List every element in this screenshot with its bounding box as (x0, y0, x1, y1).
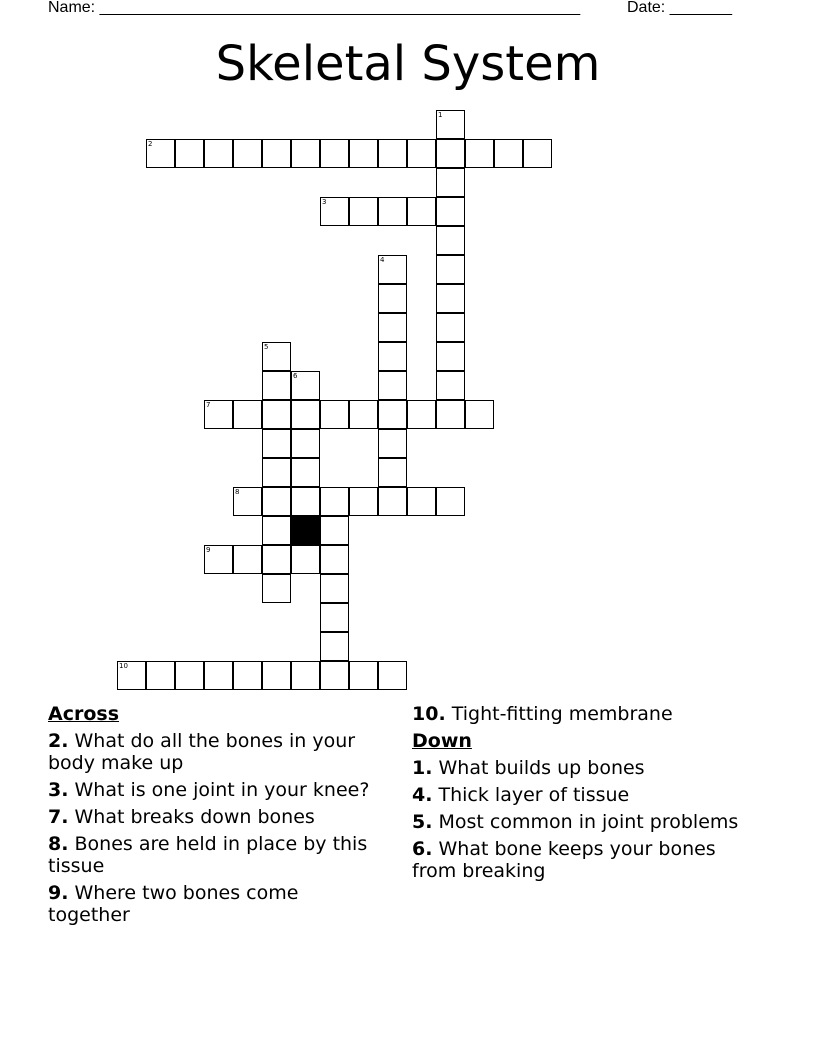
crossword-cell[interactable] (320, 487, 349, 516)
blocked-cell (291, 516, 320, 545)
crossword-cell[interactable] (262, 139, 291, 168)
crossword-cell[interactable] (291, 458, 320, 487)
crossword-cell[interactable] (117, 661, 146, 690)
crossword-cell[interactable] (233, 400, 262, 429)
clue-across-3: 3. What is one joint in your knee? (48, 779, 370, 801)
crossword-cell[interactable] (436, 255, 465, 284)
crossword-cell[interactable] (262, 516, 291, 545)
crossword-cell[interactable] (262, 545, 291, 574)
crossword-cell[interactable] (262, 487, 291, 516)
crossword-cell[interactable] (378, 255, 407, 284)
crossword-cell[interactable] (320, 516, 349, 545)
crossword-cell[interactable] (262, 342, 291, 371)
crossword-cell[interactable] (378, 197, 407, 226)
crossword-cell[interactable] (291, 545, 320, 574)
name-field-label: Name: ______________________________________________________ (48, 0, 581, 16)
clue-number: 5 (264, 343, 269, 351)
crossword-cell[interactable] (349, 487, 378, 516)
crossword-cell[interactable] (204, 400, 233, 429)
crossword-cell[interactable] (407, 400, 436, 429)
crossword-cell[interactable] (494, 139, 523, 168)
clue-number: 7 (206, 401, 211, 409)
crossword-cell[interactable] (291, 371, 320, 400)
crossword-cell[interactable] (378, 342, 407, 371)
crossword-cell[interactable] (320, 574, 349, 603)
crossword-cell[interactable] (291, 429, 320, 458)
crossword-cell[interactable] (378, 661, 407, 690)
crossword-cell[interactable] (204, 661, 233, 690)
crossword-cell[interactable] (175, 661, 204, 690)
clue-across-8: 8. Bones are held in place by this tissue (48, 833, 368, 877)
crossword-cell[interactable] (436, 226, 465, 255)
crossword-cell[interactable] (146, 139, 175, 168)
crossword-cell[interactable] (233, 487, 262, 516)
crossword-cell[interactable] (436, 139, 465, 168)
crossword-cell[interactable] (378, 284, 407, 313)
clue-down-5: 5. Most common in joint problems (412, 811, 739, 833)
clues-column-left (48, 703, 378, 931)
clue-number: 2 (148, 140, 153, 148)
crossword-cell[interactable] (204, 545, 233, 574)
crossword-cell[interactable] (378, 429, 407, 458)
crossword-cell[interactable] (349, 400, 378, 429)
clue-number: 4 (380, 256, 385, 264)
clue-across-9: 9. Where two bones come together (48, 882, 299, 926)
crossword-cell[interactable] (436, 371, 465, 400)
clue-number: 10 (119, 662, 128, 670)
crossword-cell[interactable] (378, 458, 407, 487)
crossword-cell[interactable] (320, 603, 349, 632)
crossword-cell[interactable] (436, 400, 465, 429)
crossword-cell[interactable] (291, 487, 320, 516)
date-field-label: Date: _______ (627, 0, 732, 16)
clue-number: 1 (438, 111, 443, 119)
crossword-cell[interactable] (436, 284, 465, 313)
crossword-cell[interactable] (349, 197, 378, 226)
clue-down-1: 1. What builds up bones (412, 757, 645, 779)
crossword-cell[interactable] (262, 371, 291, 400)
crossword-cell[interactable] (436, 110, 465, 139)
crossword-cell[interactable] (262, 574, 291, 603)
crossword-cell[interactable] (320, 400, 349, 429)
crossword-cell[interactable] (407, 197, 436, 226)
crossword-cell[interactable] (436, 197, 465, 226)
crossword-cell[interactable] (465, 139, 494, 168)
clue-down-4: 4. Thick layer of tissue (412, 784, 630, 806)
crossword-cell[interactable] (233, 139, 262, 168)
crossword-cell[interactable] (233, 661, 262, 690)
crossword-cell[interactable] (407, 487, 436, 516)
clue-across-10: 10. Tight-fitting membrane (412, 703, 673, 725)
crossword-cell[interactable] (320, 545, 349, 574)
crossword-cell[interactable] (436, 168, 465, 197)
crossword-cell[interactable] (204, 139, 233, 168)
crossword-cell[interactable] (378, 487, 407, 516)
crossword-cell[interactable] (291, 400, 320, 429)
crossword-cell[interactable] (175, 139, 204, 168)
crossword-cell[interactable] (378, 400, 407, 429)
crossword-cell[interactable] (146, 661, 175, 690)
crossword-cell[interactable] (320, 139, 349, 168)
crossword-cell[interactable] (320, 661, 349, 690)
crossword-cell[interactable] (262, 661, 291, 690)
crossword-cell[interactable] (320, 197, 349, 226)
clue-number: 3 (322, 198, 327, 206)
crossword-cell[interactable] (436, 313, 465, 342)
crossword-cell[interactable] (320, 632, 349, 661)
crossword-cell[interactable] (262, 400, 291, 429)
clue-down-6: 6. What bone keeps your bones from breaking (412, 838, 716, 882)
page-title: Skeletal System (215, 36, 601, 92)
crossword-cell[interactable] (233, 545, 262, 574)
crossword-cell[interactable] (262, 429, 291, 458)
crossword-cell[interactable] (378, 313, 407, 342)
clue-number: 6 (293, 372, 298, 380)
crossword-cell[interactable] (378, 371, 407, 400)
crossword-cell[interactable] (523, 139, 552, 168)
crossword-cell[interactable] (465, 400, 494, 429)
crossword-cell[interactable] (291, 661, 320, 690)
crossword-cell[interactable] (262, 458, 291, 487)
clue-across-7: 7. What breaks down bones (48, 806, 315, 828)
clues-column-right (412, 703, 762, 887)
crossword-cell[interactable] (436, 487, 465, 516)
crossword-cell[interactable] (349, 139, 378, 168)
crossword-cell[interactable] (378, 139, 407, 168)
crossword-cell[interactable] (291, 139, 320, 168)
crossword-cell[interactable] (436, 342, 465, 371)
crossword-cell[interactable] (407, 139, 436, 168)
across-heading: Across (48, 703, 120, 725)
clue-number: 9 (206, 546, 211, 554)
crossword-cell[interactable] (349, 661, 378, 690)
clue-across-2: 2. What do all the bones in your body make up (48, 730, 356, 774)
clue-number: 8 (235, 488, 240, 496)
down-heading: Down (412, 730, 472, 752)
